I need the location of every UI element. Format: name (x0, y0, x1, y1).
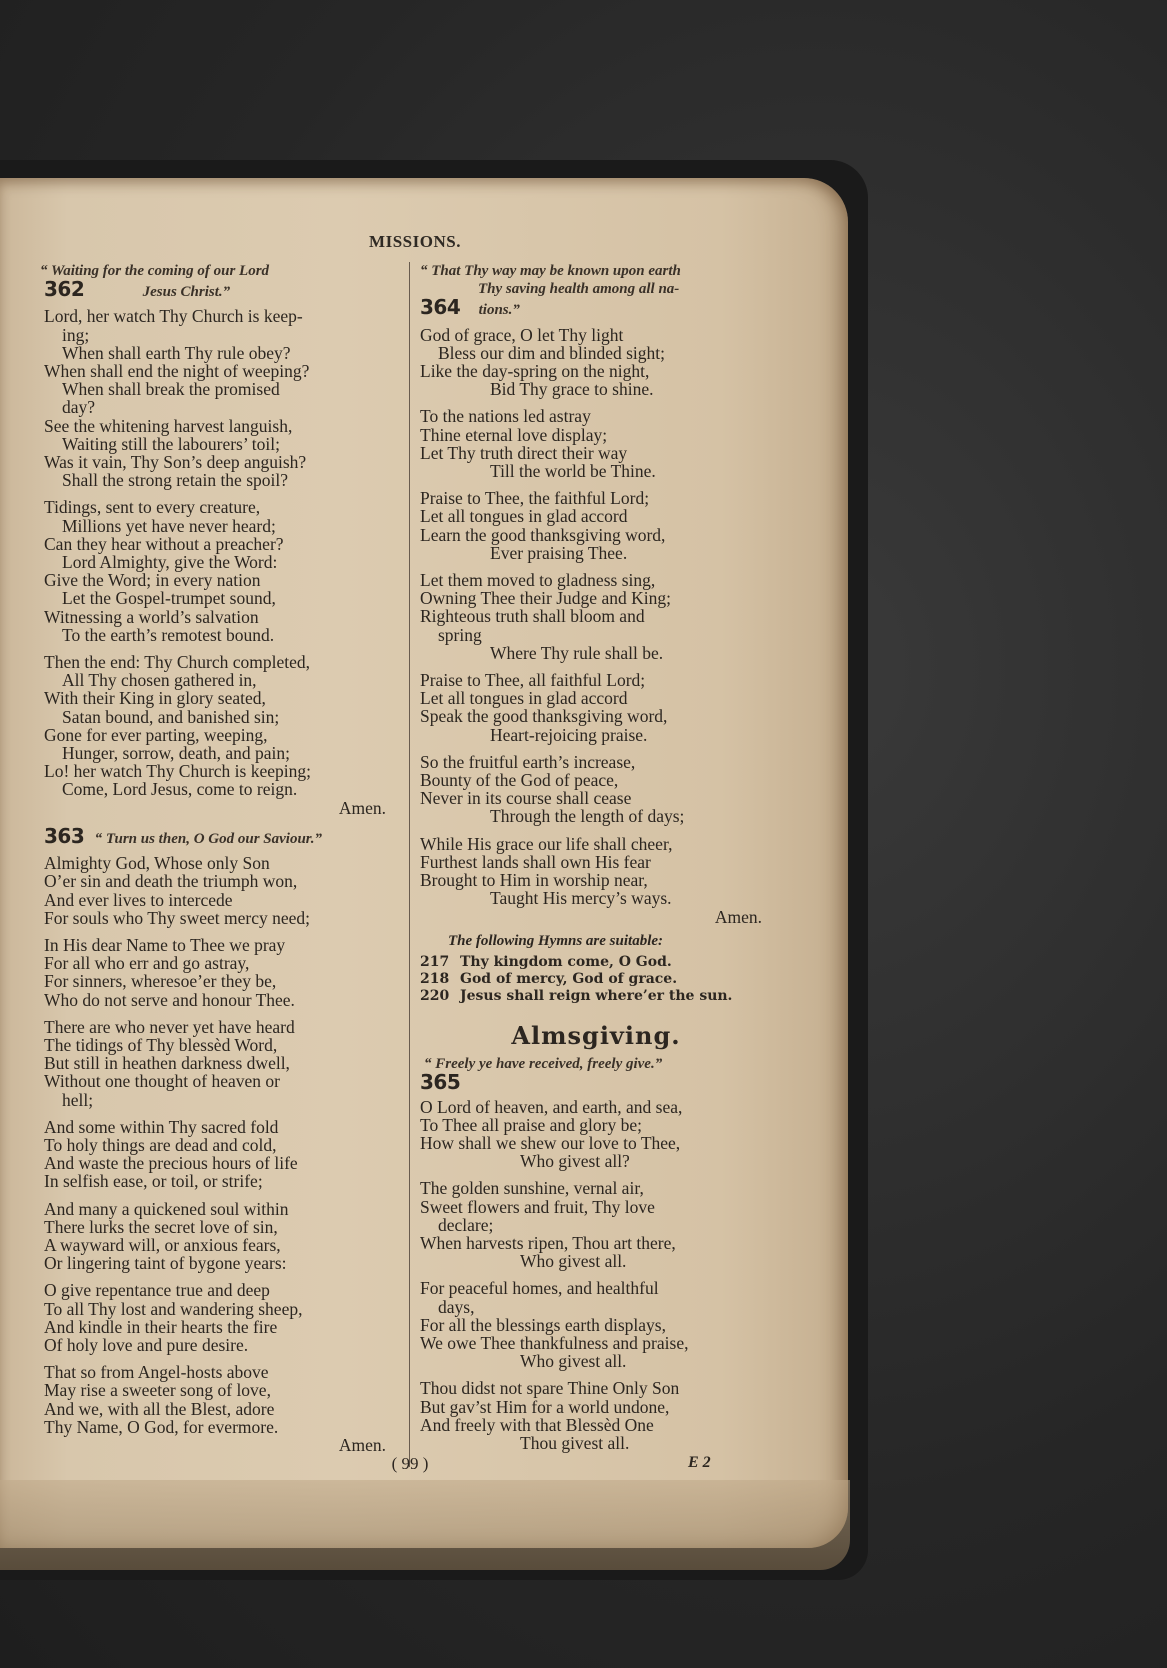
verse-line: And we, with all the Blest, adore (44, 1398, 275, 1419)
verse-line: Waiting still the labourers’ toil; (62, 433, 280, 454)
verse-line: Furthest lands shall own His fear (420, 851, 651, 872)
hymn-365-stanza-2 (420, 1179, 772, 1270)
verse-line: Speak the good thanksgiving word, (420, 706, 668, 727)
section-title-almsgiving: Almsgiving. (511, 1020, 681, 1050)
verse-line: Till the world be Thine. (490, 461, 656, 482)
hymn-363-stanza-1 (44, 854, 396, 927)
hymn-365-stanza-3 (420, 1279, 772, 1370)
verse-line: For peaceful homes, and healthful (420, 1278, 659, 1299)
verse-line: And ever lives to intercede (44, 889, 233, 910)
verse-line: Thou didst not spare Thine Only Son (420, 1378, 680, 1399)
verse-line: O’er sin and death the triumph won, (44, 871, 298, 892)
verse-line: Without one thought of heaven or (44, 1071, 280, 1092)
suitable-hymn-ref: 217 Thy kingdom come, O God. (420, 953, 672, 970)
verse-line: To all Thy lost and wandering sheep, (44, 1298, 303, 1319)
verse-line: The tidings of Thy blessèd Word, (44, 1034, 278, 1055)
page-edge (0, 1480, 850, 1570)
verse-line: And kindle in their hearts the fire (44, 1316, 278, 1337)
verse-line: Praise to Thee, all faithful Lord; (420, 670, 646, 691)
verse-line: Righteous truth shall bloom and (420, 606, 645, 627)
verse-line: How shall we shew our love to Thee, (420, 1132, 681, 1153)
page-number: ( 99 ) (391, 1454, 429, 1473)
verse-line: Witnessing a world’s salvation (44, 606, 259, 627)
verse-line: Come, Lord Jesus, come to reign. (62, 779, 298, 800)
verse-line: Heart-rejoicing praise. (490, 724, 648, 745)
signature-mark: E 2 (688, 1454, 711, 1471)
hymn-362-stanza-3 (44, 653, 396, 799)
verse-line: When harvests ripen, Thou art there, (420, 1232, 676, 1253)
verse-line: To the earth’s remotest bound. (62, 624, 275, 645)
verse-line: God of grace, O let Thy light (420, 324, 624, 345)
verse-line: In His dear Name to Thee we pray (44, 934, 286, 955)
verse-line: With their King in glory seated, (44, 688, 266, 709)
verse-line: Millions yet have never heard; (62, 515, 276, 536)
hymn-364-motto-line-1: “ That Thy way may be known upon earth (420, 263, 681, 279)
verse-line: spring (438, 624, 482, 645)
verse-line: Never in its course shall cease (420, 788, 632, 809)
hymn-362-amen: Amen. (338, 797, 386, 818)
verse-line: When shall end the night of weeping? (44, 361, 310, 382)
verse-line: hell; (62, 1089, 94, 1110)
verse-line: Gone for ever parting, weeping, (44, 724, 268, 745)
verse-line: Who do not serve and honour Thee. (44, 989, 295, 1010)
verse-line: But still in heathen darkness dwell, (44, 1053, 290, 1074)
verse-line: While His grace our life shall cheer, (420, 833, 673, 854)
suitable-hymn-ref: 220 Jesus shall reign where’er the sun. (420, 987, 733, 1004)
verse-line: In selfish ease, or toil, or strife; (44, 1171, 263, 1192)
verse-line: And some within Thy sacred fold (44, 1116, 279, 1137)
hymn-364-stanza-1 (420, 326, 772, 399)
verse-line: That so from Angel-hosts above (44, 1362, 269, 1383)
verse-line: Then the end: Thy Church completed, (44, 652, 310, 673)
verse-line: Lo! her watch Thy Church is keeping; (44, 761, 311, 782)
verse-line: Like the day-spring on the night, (420, 361, 650, 382)
verse-line: And waste the precious hours of life (44, 1153, 298, 1174)
hymn-364-stanza-2 (420, 407, 772, 480)
verse-line: Sweet flowers and fruit, Thy love (420, 1196, 655, 1217)
verse-line: Hunger, sorrow, death, and pain; (62, 743, 291, 764)
verse-line: And many a quickened soul within (44, 1198, 289, 1219)
hymn-364-number: 364 (420, 295, 461, 320)
hymn-363-stanza-6 (44, 1281, 396, 1354)
verse-line: Let the Gospel-trumpet sound, (62, 588, 276, 609)
verse-line: To holy things are dead and cold, (44, 1134, 277, 1155)
verse-line: Give the Word; in every nation (44, 570, 261, 591)
verse-line: When shall break the promised (62, 379, 280, 400)
left-column (40, 262, 396, 1455)
verse-line: Through the length of days; (490, 806, 685, 827)
column-rule (409, 262, 410, 1467)
verse-line: day? (62, 397, 96, 418)
verse-line: And freely with that Blessèd One (420, 1414, 654, 1435)
verse-line: To Thee all praise and glory be; (420, 1114, 642, 1135)
hymn-363-heading (44, 823, 396, 848)
verse-line: Bid Thy grace to shine. (490, 379, 654, 400)
hymn-364-stanza-6 (420, 753, 772, 826)
verse-line: All Thy chosen gathered in, (62, 670, 257, 691)
hymn-362-stanza-1 (44, 307, 396, 489)
verse-line: Lord, her watch Thy Church is keep- (44, 306, 303, 327)
verse-line: For souls who Thy sweet mercy need; (44, 907, 311, 928)
verse-line: See the whitening harvest languish, (44, 415, 293, 436)
verse-line: For all the blessings earth displays, (420, 1314, 666, 1335)
hymn-364-stanza-5 (420, 671, 772, 744)
verse-line: Lord Almighty, give the Word: (62, 552, 278, 573)
verse-line: But gav’st Him for a world undone, (420, 1396, 670, 1417)
running-head: MISSIONS. (369, 232, 461, 251)
verse-line: Satan bound, and banished sin; (62, 706, 280, 727)
verse-line: Brought to Him in worship near, (420, 870, 648, 891)
hymn-362-stanza-2 (44, 498, 396, 644)
verse-line: Let Thy truth direct their way (420, 442, 628, 463)
verse-line: Or lingering taint of bygone years: (44, 1253, 287, 1274)
verse-line: Let all tongues in glad accord (420, 688, 628, 709)
hymn-363-stanza-3 (44, 1018, 396, 1109)
hymn-365-number: 365 (420, 1070, 461, 1095)
verse-line: Ever praising Thee. (490, 542, 628, 563)
hymn-363-stanza-4 (44, 1118, 396, 1191)
verse-line: So the fruitful earth’s increase, (420, 751, 636, 772)
verse-line: Where Thy rule shall be. (490, 642, 664, 663)
verse-line: There are who never yet have heard (44, 1016, 295, 1037)
verse-line: declare; (438, 1214, 494, 1235)
verse-line: Almighty God, Whose only Son (44, 853, 270, 874)
verse-line: Owning Thee their Judge and King; (420, 588, 671, 609)
hymn-365-stanza-4 (420, 1379, 772, 1452)
hymn-363-motto: “ Turn us then, O God our Saviour.” (94, 830, 323, 847)
verse-line: Praise to Thee, the faithful Lord; (420, 488, 650, 509)
verse-line: For all who err and go astray, (44, 953, 250, 974)
hymn-365-motto: “ Freely ye have received, freely give.” (424, 1056, 663, 1073)
hymn-365-heading (420, 1055, 772, 1095)
hymn-365-stanza-1 (420, 1098, 772, 1171)
verse-line: A wayward will, or anxious fears, (44, 1234, 281, 1255)
verse-line: When shall earth Thy rule obey? (62, 342, 291, 363)
hymn-364-heading (420, 262, 772, 320)
hymn-364-motto-line-2: Thy saving health among all na- (478, 281, 680, 298)
hymn-364-amen: Amen. (714, 906, 762, 927)
hymn-362-motto-line-1: “ Waiting for the coming of our Lord (40, 263, 270, 279)
verse-line: Bounty of the God of peace, (420, 770, 619, 791)
verse-line: Who givest all? (520, 1151, 630, 1172)
verse-line: Was it vain, Thy Son’s deep anguish? (44, 452, 307, 473)
hymn-362-heading (40, 262, 396, 302)
verse-line: Who givest all. (520, 1251, 627, 1272)
verse-line: May rise a sweeter song of love, (44, 1380, 271, 1401)
verse-line: Tidings, sent to every creature, (44, 497, 261, 518)
verse-line: ing; (62, 324, 90, 345)
hymn-364-stanza-7 (420, 835, 772, 908)
verse-line: Can they hear without a preacher? (44, 533, 284, 554)
verse-line: Learn the good thanksgiving word, (420, 524, 666, 545)
verse-line: Bless our dim and blinded sight; (438, 342, 666, 363)
verse-line: We owe Thee thankfulness and praise, (420, 1332, 689, 1353)
suitable-hymns-heading: The following Hymns are suitable: (448, 932, 664, 949)
verse-line: Taught His mercy’s ways. (490, 888, 672, 909)
verse-line: The golden sunshine, vernal air, (420, 1178, 644, 1199)
verse-line: To the nations led astray (420, 406, 591, 427)
verse-line: Let all tongues in glad accord (420, 506, 628, 527)
verse-line: Thou givest all. (520, 1432, 630, 1453)
hymn-362-number: 362 (44, 277, 85, 302)
verse-line: Who givest all. (520, 1351, 627, 1372)
hymn-363-stanza-2 (44, 936, 396, 1009)
right-column (420, 262, 772, 1461)
hymn-364-stanza-4 (420, 571, 772, 662)
verse-line: Thine eternal love display; (420, 424, 608, 445)
hymn-363-stanza-5 (44, 1200, 396, 1273)
hymn-363-amen: Amen. (338, 1434, 386, 1455)
verse-line: days, (438, 1296, 475, 1317)
verse-line: Thy Name, O God, for evermore. (44, 1416, 279, 1437)
hymn-364-stanza-3 (420, 489, 772, 562)
verse-line: There lurks the secret love of sin, (44, 1216, 278, 1237)
suitable-hymn-ref: 218 God of mercy, God of grace. (420, 970, 678, 987)
hymn-363-number: 363 (44, 823, 85, 848)
verse-line: Let them moved to gladness sing, (420, 570, 656, 591)
hymn-362-motto-line-2: Jesus Christ.” (142, 284, 231, 301)
hymn-364-motto-line-3: tions.” (478, 302, 520, 319)
verse-line: O give repentance true and deep (44, 1280, 270, 1301)
verse-line: Of holy love and pure desire. (44, 1334, 249, 1355)
verse-line: For sinners, wheresoe’er they be, (44, 971, 277, 992)
verse-line: O Lord of heaven, and earth, and sea, (420, 1096, 683, 1117)
hymn-363-stanza-7 (44, 1363, 396, 1436)
verse-line: Shall the strong retain the spoil? (62, 470, 288, 491)
